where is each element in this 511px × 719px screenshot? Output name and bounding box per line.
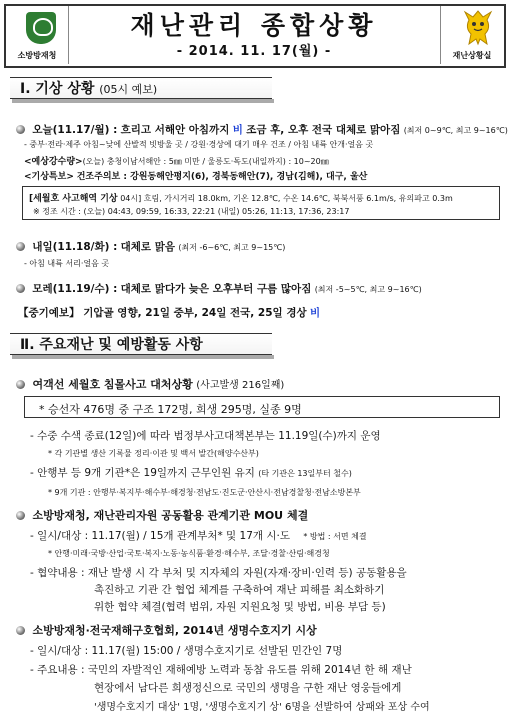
item1-line3-main: - 안행부 등 9개 기관*은 19일까지 근무인원 유지 — [30, 467, 255, 479]
item3-line4: '생명수호지기 대상' 1명, '생명수호지기 상' 6명을 선발하여 상패와 포상 수여 — [94, 702, 430, 713]
sewol-time: 04시] — [120, 194, 142, 203]
today-forecast — [16, 122, 508, 137]
section1-title: 기상 상황 — [35, 81, 95, 97]
sewol-label: [세월호 사고해역 기상 — [29, 194, 118, 204]
sewol-weather-line — [29, 191, 453, 204]
round-bullet-icon — [16, 284, 25, 293]
dayafter-temp: (최저 -5~5℃, 최고 9~16℃) — [314, 285, 422, 294]
left-logo — [6, 6, 69, 64]
item3-line3: 현장에서 남다른 희생정신으로 국민의 생명을 구한 재난 영웅들에게 — [94, 682, 402, 694]
expected-rain-text: 충청이남서해안 : 5㎜ 미만 / 울릉도·독도(내일까지) : 10~20㎜ — [106, 157, 329, 166]
weather-warning-label: <기상특보> — [24, 172, 74, 182]
fire-department-logo-icon — [26, 12, 56, 44]
item1-title: 여객선 세월호 침몰사고 대처상황 — [32, 378, 193, 391]
item3-heading — [16, 622, 317, 638]
round-bullet-icon — [16, 626, 25, 635]
item2-line5: 위한 협약 체결(협력 범위, 자원 지원요청 및 방법, 비용 부담 등) — [94, 601, 386, 613]
item2-line3: - 협약내용 : 재난 발생 시 각 부처 및 지자체의 자원(자재·장비·인력 등) 공동활용을 — [30, 567, 407, 579]
item2-line1-main: - 일시/대상 : 11.17(월) / 15개 관계부처* 및 17개 시·도 — [30, 530, 291, 542]
round-bullet-icon — [16, 380, 25, 389]
report-date: - 2014. 11. 17(월) - — [176, 44, 332, 59]
page-title: 재난관리 종합상황 — [130, 11, 378, 40]
item2-line2: * 안행·미래·국방·산업·국토·복지·노동·농식품·환경·해수부, 조달·경찰·산림·해경청 — [48, 549, 330, 558]
today-text-a: 흐리고 서해안 아침까지 — [120, 124, 230, 136]
item2-line4: 촉진하고 기관 간 협업 체계를 구축하여 재난 피해를 최소화하기 — [94, 584, 385, 596]
right-logo — [440, 6, 503, 64]
expected-rain — [24, 154, 329, 167]
section1-number: Ⅰ. — [20, 81, 31, 97]
item1-line3 — [30, 465, 352, 480]
today-label: 오늘(11.17/월) : — [32, 124, 118, 136]
sewol-weather-box — [22, 186, 500, 220]
longterm-text: 【중기예보】 기압골 영향, 21일 중부, 24일 전국, 25일 경상 — [18, 307, 307, 319]
today-text-b: 조금 후, 오후 전국 대체로 맑아짐 — [246, 124, 401, 136]
today-sub: - 중부·전라·제주 아침~낮에 산발적 빗방울 곳 / 강원·경상에 대기 매우 건조 / 아침 내륙 안개·얼음 곳 — [24, 140, 374, 149]
tomorrow-sub: - 아침 내륙 서리·얼음 곳 — [24, 259, 110, 268]
item2-line1 — [30, 528, 367, 543]
section2-number: Ⅱ. — [20, 337, 35, 353]
casualty-text: * 승선자 476명 중 구조 172명, 희생 295명, 실종 9명 — [39, 403, 302, 416]
today-rain: 비 — [232, 124, 243, 136]
expected-rain-label: <예상강수량> — [24, 157, 83, 167]
item1-line1: - 수중 수색 종료(12일)에 따라 범정부사고대책본부는 11.19일(수)까지 운영 — [30, 430, 381, 442]
dayafter-forecast — [16, 281, 422, 296]
round-bullet-icon — [16, 125, 25, 134]
section2-title: 주요재난 및 예방활동 사항 — [39, 337, 203, 353]
item1-line4: * 9개 기관 : 안행부·복지부·해수부·해경청·전남도·진도군·안산시·전남경찰청·전남소방본부 — [48, 488, 361, 497]
left-logo-label: 소방방재청 — [17, 51, 57, 60]
tide-times: ※ 정조 시간 : (오늘) 04:43, 09:59, 16:33, 22:21 (내일) 05:26, 11:13, 17:36, 23:17 — [33, 207, 350, 216]
casualty-box — [24, 396, 500, 418]
item2-title: 소방방재청, 재난관리자원 공동활용 관계기관 MOU 체결 — [32, 509, 309, 522]
item3-title: 소방방재청·전국재해구호협회, 2014년 생명수호지기 시상 — [32, 624, 317, 637]
item1-line2: * 각 기관별 생산 기록물 정리·이관 및 백서 발간(해양수산부) — [48, 449, 259, 458]
round-bullet-icon — [16, 511, 25, 520]
item2-line1-note: * 방법 : 서면 체결 — [303, 532, 367, 541]
round-bullet-icon — [16, 242, 25, 251]
section1-note: (05시 예보) — [99, 83, 158, 96]
item3-line1: - 일시/대상 : 11.17(월) 15:00 / 생명수호지기로 선발된 민간인 7명 — [30, 645, 343, 657]
tomorrow-label: 내일(11.18/화) : — [32, 241, 118, 253]
longterm-forecast — [18, 305, 320, 320]
section2-heading — [10, 333, 272, 355]
sewol-text: 흐림, 가시거리 18.0km, 기온 12.8℃, 수온 14.6℃, 북북서풍 6.1m/s, 유의파고 0.3m — [143, 194, 453, 203]
longterm-rain: 비 — [309, 307, 321, 319]
mascot-icon — [463, 10, 493, 46]
item1-heading — [16, 376, 284, 392]
weather-warning-text: 건조주의보 : 강원동해안평지(6), 경북동해안(7), 경남(김해), 대구, 울산 — [76, 172, 368, 182]
tomorrow-temp: (최저 -6~6℃, 최고 9~15℃) — [178, 243, 286, 252]
item3-line2: - 주요내용 : 국민의 자발적인 재해예방 노력과 동참 유도를 위해 2014년 한 해 재난 — [30, 664, 412, 676]
item2-heading — [16, 507, 308, 523]
tomorrow-text: 대체로 맑음 — [120, 241, 175, 253]
section1-heading — [10, 77, 272, 99]
expected-rain-paren: (오늘) — [82, 157, 105, 166]
tomorrow-forecast — [16, 239, 285, 254]
today-temp: (최저 0~9℃, 최고 9~16℃) — [403, 126, 508, 135]
item1-line3-note: (타 기관은 13일부터 철수) — [258, 469, 352, 478]
right-logo-label: 재난상황실 — [452, 51, 492, 60]
item1-note: (사고발생 216일째) — [196, 380, 285, 391]
weather-warning — [24, 169, 367, 182]
dayafter-text: 대체로 맑다가 늦은 오후부터 구름 많아짐 — [120, 283, 312, 295]
dayafter-label: 모레(11.19/수) : — [32, 283, 118, 295]
